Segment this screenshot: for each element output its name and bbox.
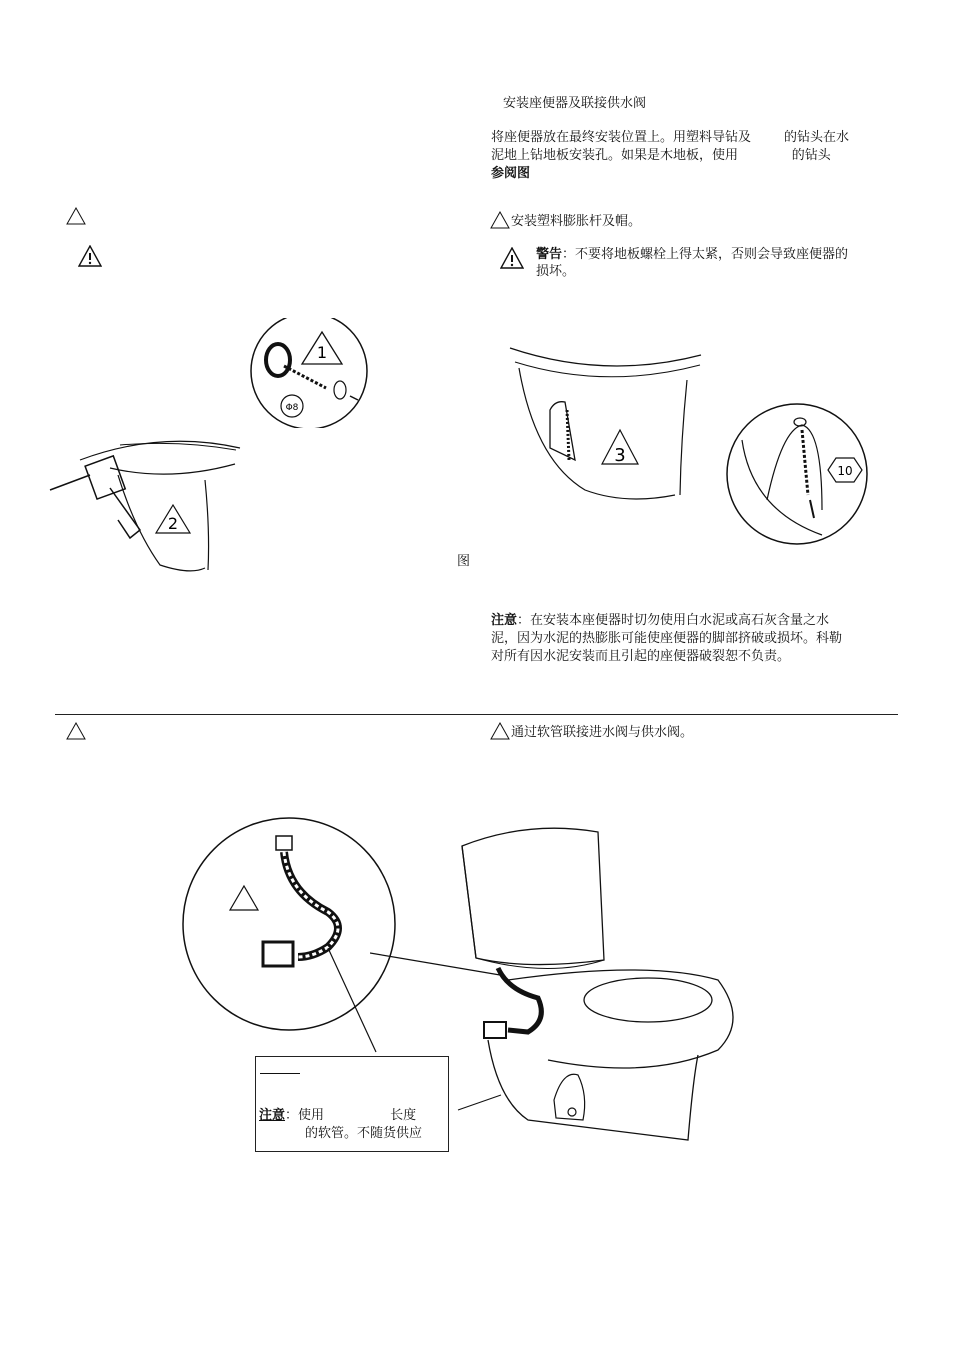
- note-label: 注意: [491, 613, 518, 628]
- note-cement-line-3: 对所有因水泥安装而且引起的座便器破裂恕不负责。: [491, 649, 791, 664]
- hose-note-label: 注意: [259, 1108, 286, 1123]
- hose-detail-figure: [178, 812, 398, 1062]
- step-triangle-icon: [490, 722, 510, 740]
- toilet-figure: [448, 820, 748, 1160]
- toilet-bolt-figure: [505, 340, 720, 520]
- bolt-detail-figure: [722, 400, 872, 550]
- hose-note-text: ：使用 长度: [285, 1108, 417, 1123]
- step-number-3: 3: [614, 445, 626, 466]
- step-connect-hose: 通过软管联接进水阀与供水阀。: [511, 725, 694, 740]
- instruction-line-2: 泥地上钻地板安装孔。如果是木地板，使用 的钻头: [491, 148, 831, 163]
- warning-label: 警告: [536, 247, 563, 262]
- section-title: 安装座便器及联接供水阀: [503, 96, 647, 111]
- step-triangle-icon: [66, 207, 86, 225]
- drill-size-label: Φ8: [285, 403, 299, 413]
- toilet-drill-figure: [40, 420, 260, 580]
- bolt-size-label: 10: [837, 464, 853, 478]
- instruction-line-1: 将座便器放在最终安装位置上。用塑料导钻及 的钻头在水: [491, 130, 850, 145]
- hose-note-line-1: [259, 1106, 416, 1126]
- instruction-line-3: 参阅图: [491, 166, 531, 181]
- note-underline: [260, 1073, 300, 1074]
- step-number-1: 1: [316, 343, 328, 362]
- step-triangle-icon: [66, 722, 86, 740]
- warning-icon: [500, 247, 524, 269]
- note-text: ：在安装本座便器时切勿使用白水泥或高石灰含量之水: [517, 613, 830, 628]
- note-cement-line-2: 泥，因为水泥的热膨胀可能使座便器的脚部挤破或损坏。科勒: [491, 631, 843, 646]
- warning-line-2: 损坏。: [536, 264, 576, 279]
- hose-note-line-2: 的软管。不随货供应: [305, 1126, 423, 1141]
- hose-note-box: [255, 1056, 449, 1152]
- warning-line-1: [536, 245, 848, 265]
- section-divider: [55, 714, 898, 715]
- step-triangle-icon: [490, 211, 510, 229]
- warning-icon: [78, 245, 102, 267]
- warning-text: ：不要将地板螺栓上得太紧，否则会导致座便器的: [562, 247, 849, 262]
- note-cement-line-1: [491, 611, 829, 631]
- step-number-2: 2: [167, 514, 179, 533]
- step-install-bolts: 安装塑料膨胀杆及帽。: [511, 214, 642, 229]
- figure-label: 图: [457, 554, 471, 569]
- drill-detail-figure: [248, 318, 380, 428]
